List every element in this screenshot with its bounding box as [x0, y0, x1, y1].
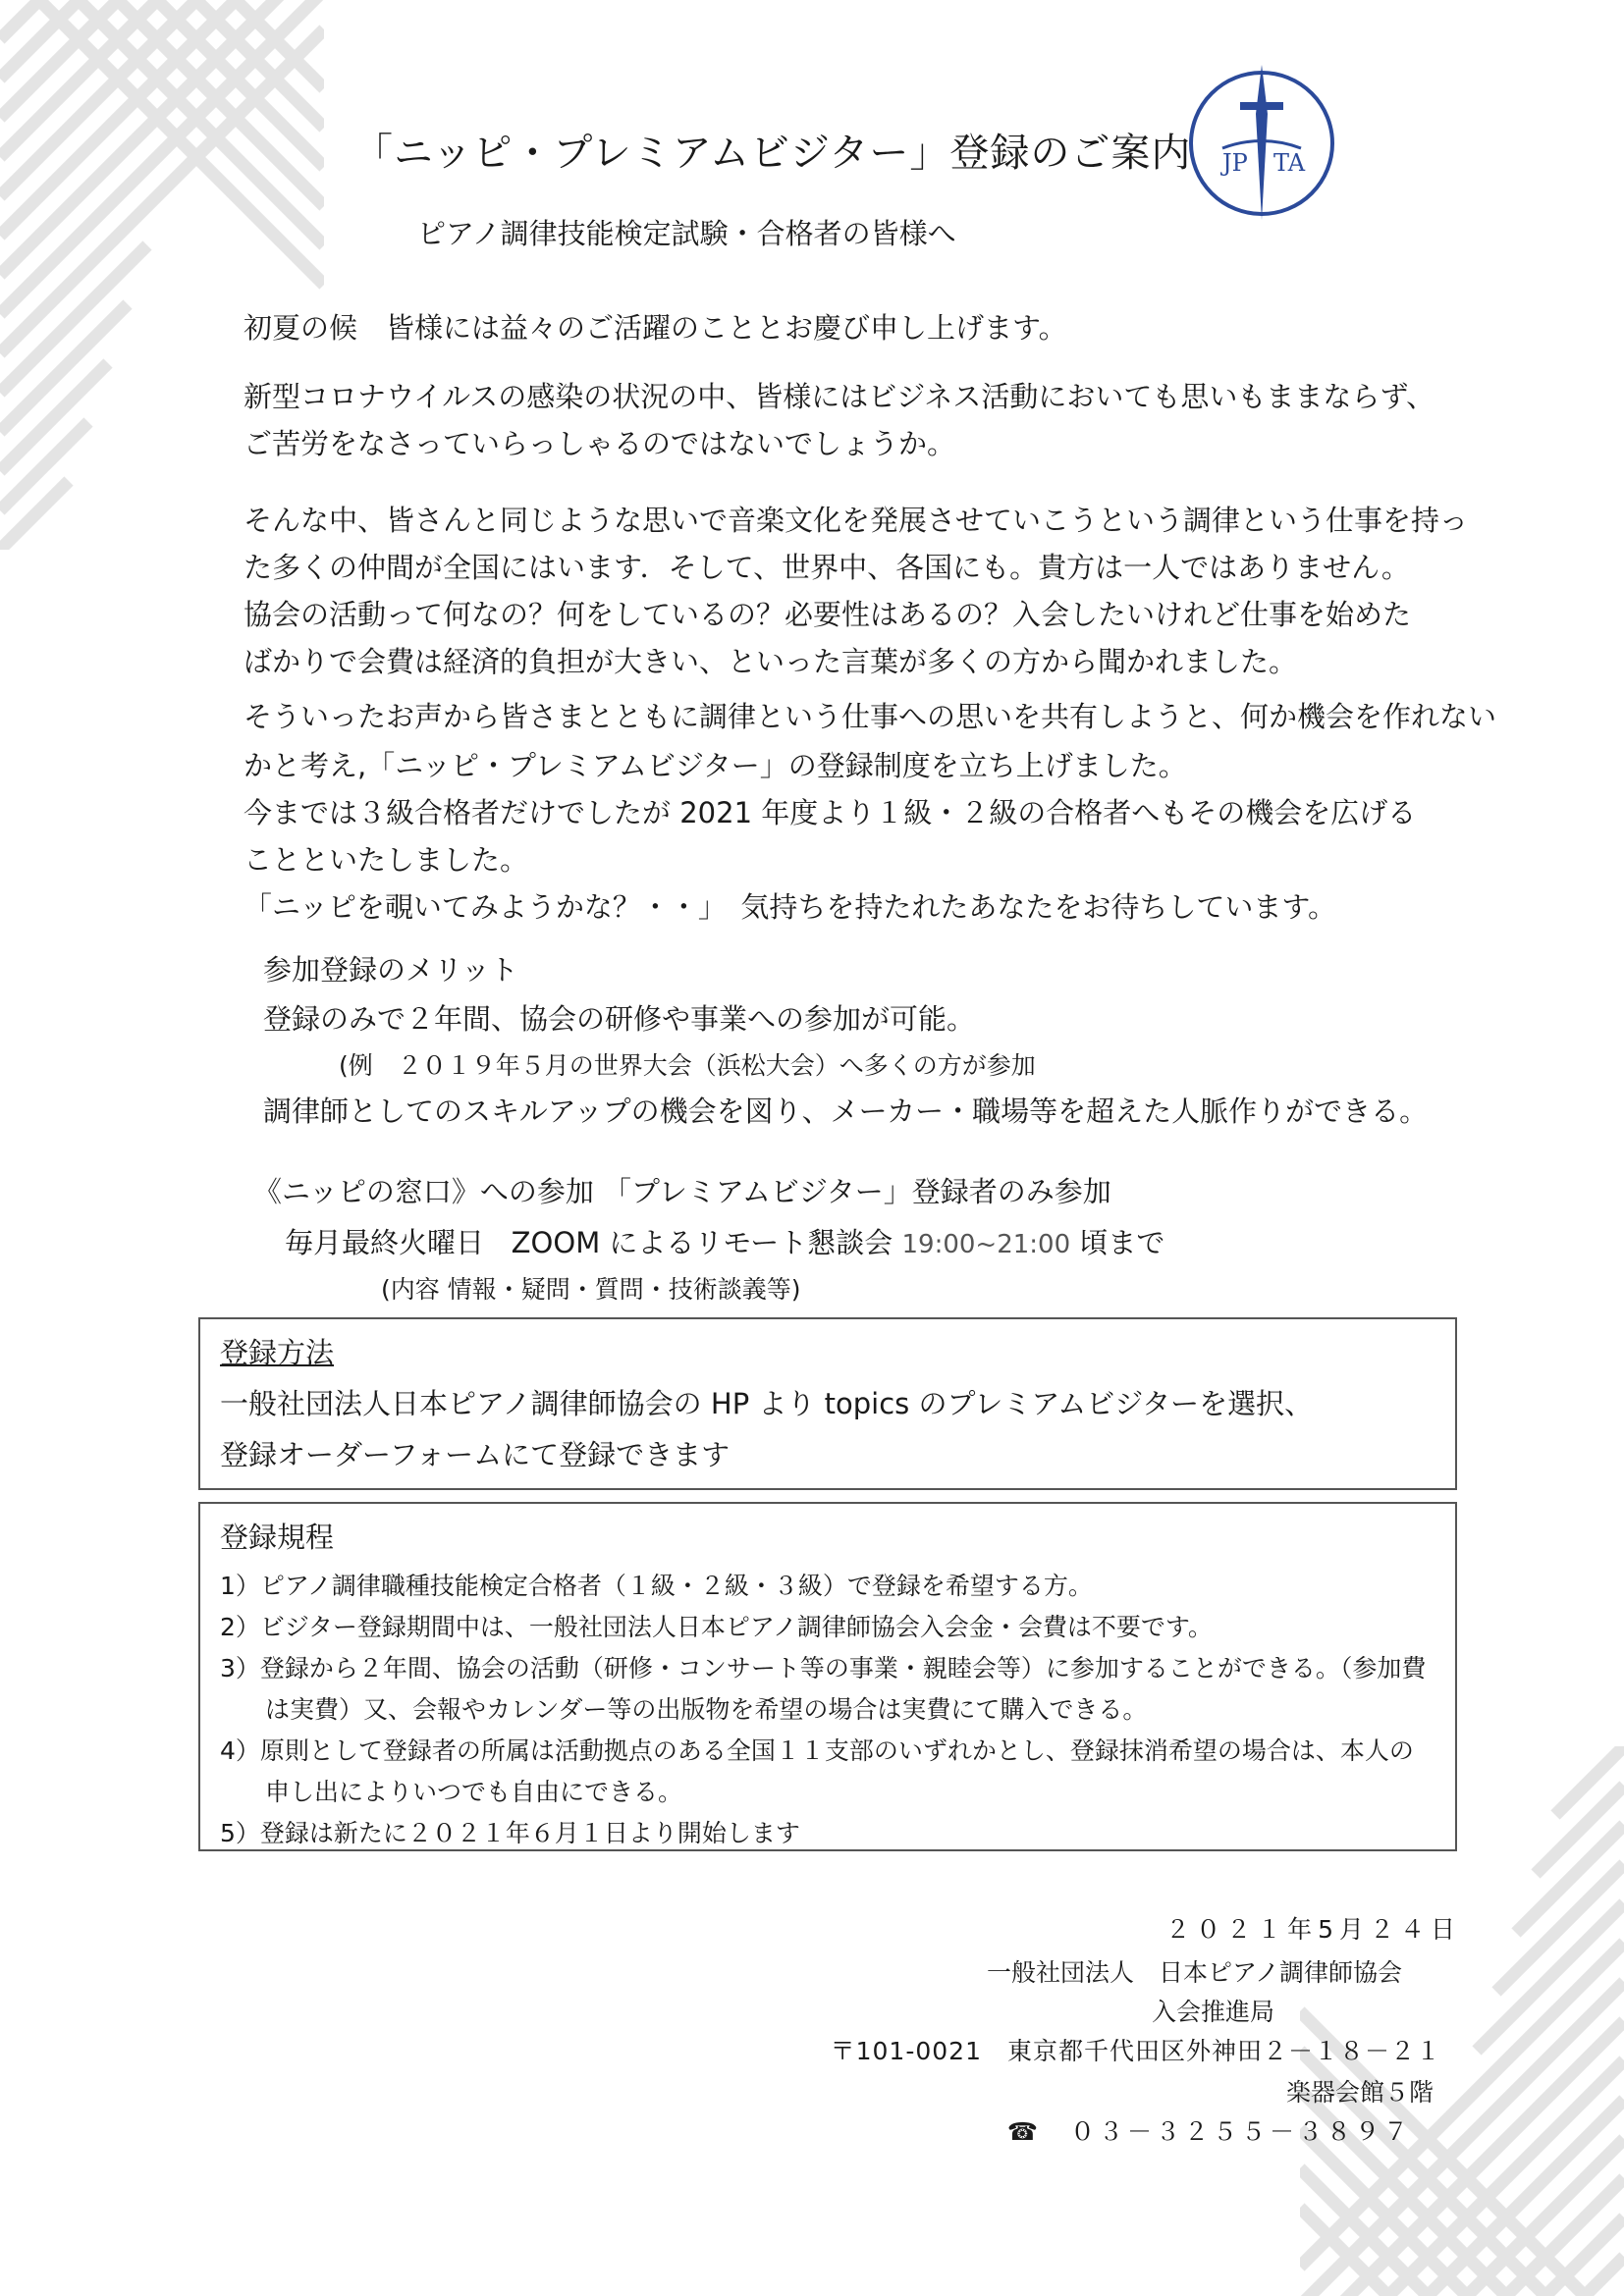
organization-name: 一般社団法人 日本ピアノ調律師協会: [986, 1958, 1402, 1987]
merit-item: 登録のみで２年間、協会の研修や事業への参加が可能。: [263, 1002, 976, 1036]
rule-line: 3）登録から２年間、協会の活動（研修・コンサート等の事業・親睦会等）に参加することができる。（参加費: [220, 1654, 1427, 1682]
building: 楽器会館５階: [1285, 2078, 1434, 2107]
schedule-day: 毎月最終火曜日: [285, 1226, 485, 1259]
body-line: 「ニッピを覗いてみようかな？・・」 気持ちを持たれたあなたをお待ちしています。: [244, 890, 1337, 924]
body-line: そういったお声から皆さまとともに調律という仕事への思いを共有しようと、何か機会を作れない: [244, 700, 1497, 733]
logo-text-right: TA: [1273, 149, 1306, 177]
rules-heading: 登録規程: [220, 1521, 335, 1554]
phone-number: ☎ ０３－３２５５－３８９７: [1006, 2117, 1412, 2146]
rule-line: 4）原則として登録者の所属は活動拠点のある全国１１支部のいずれかとし、登録抹消希望の場合は、本人の: [220, 1736, 1414, 1765]
page-title: 「ニッピ・プレミアムビジター」登録のご案内: [353, 131, 1192, 176]
page-subtitle: ピアノ調律技能検定試験・合格者の皆様へ: [417, 217, 956, 250]
body-line: 協会の活動って何なの？何をしているの？必要性はあるの？入会したいけれど仕事を始めた: [244, 598, 1412, 631]
rule-line: 5）登録は新たに２０２１年６月１日より開始します: [220, 1819, 800, 1847]
jpta-logo: [1183, 55, 1340, 232]
schedule-time: 19:00~21:00: [901, 1230, 1071, 1259]
merit-item: 調律師としてのスキルアップの機会を図り、メーカー・職場等を超えた人脈作りができる。: [263, 1095, 1429, 1128]
window-schedule: [285, 1221, 1164, 1261]
corner-stripes-top-left: [0, 0, 324, 550]
window-heading: 《ニッピの窓口》への参加 「プレミアムビジター」登録者のみ参加: [253, 1175, 1111, 1208]
window-content: (内容 情報・疑問・質問・技術談義等): [381, 1275, 801, 1304]
schedule-method: ZOOM によるリモート懇談会: [511, 1226, 893, 1259]
greeting-line: 初夏の候 皆様には益々のご活躍のこととお慶び申し上げます。: [244, 311, 1067, 345]
body-line: そんな中、皆さんと同じような思いで音楽文化を発展させていこうという調律という仕事を持っ: [244, 504, 1469, 537]
logo-text-left: JP: [1222, 149, 1248, 177]
rule-line: 2）ビジター登録期間中は、一般社団法人日本ピアノ調律師協会入会金・会費は不要です。: [220, 1613, 1213, 1641]
method-line: 一般社団法人日本ピアノ調律師協会の HP より topics のプレミアムビジターを選択、: [220, 1387, 1314, 1420]
schedule-until: 頃まで: [1079, 1226, 1165, 1259]
method-heading: 登録方法: [220, 1336, 335, 1369]
merit-example: (例 ２０１９年５月の世界大会（浜松大会）へ多くの方が参加: [339, 1051, 1036, 1080]
rule-line-cont: は実費）又、会報やカレンダー等の出版物を希望の場合は実費にて購入できる。: [265, 1695, 1148, 1724]
body-line: た多くの仲間が全国にはいます．そして、世界中、各国にも。貴方は一人ではありません。: [244, 551, 1410, 584]
merit-heading: 参加登録のメリット: [263, 953, 518, 987]
body-line: ご苦労をなさっていらっしゃるのではないでしょうか。: [244, 427, 956, 460]
issue-date: ２０２１年5月２４日: [1165, 1915, 1461, 1944]
department-name: 入会推進局: [1151, 1998, 1274, 2026]
rule-line: 1）ピアノ調律職種技能検定合格者（１級・２級・３級）で登録を希望する方。: [220, 1572, 1093, 1600]
rule-line-cont: 申し出によりいつでも自由にできる。: [265, 1778, 683, 1806]
method-line: 登録オーダーフォームにて登録できます: [220, 1438, 731, 1471]
body-line: ことといたしました。: [244, 843, 529, 877]
body-line: 新型コロナウイルスの感染の状況の中、皆様にはビジネス活動においても思いもままならず、: [244, 380, 1435, 413]
body-line: かと考え,「ニッピ・プレミアムビジター」の登録制度を立ち上げました。: [244, 749, 1187, 782]
body-line: 今までは３級合格者だけでしたが 2021 年度より１級・２級の合格者へもその機会を広げる: [244, 796, 1417, 829]
address: 〒101-0021 東京都千代田区外神田２－１８－２１: [830, 2037, 1441, 2065]
body-line: ばかりで会費は経済的負担が大きい、といった言葉が多くの方から聞かれました。: [244, 645, 1298, 678]
